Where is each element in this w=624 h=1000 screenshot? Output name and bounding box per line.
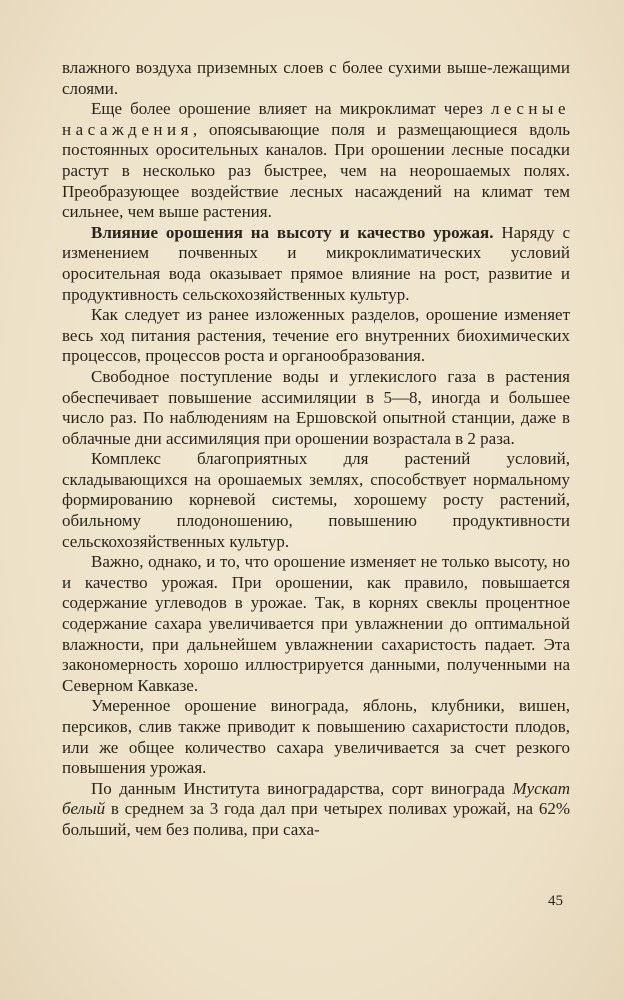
- paragraph-text: , опоясывающие поля и размещающиеся вдоль постоянных оросительных каналов. При орошении лесные посадки растут в несколько раз быстрее, чем на неорошаемых полях. Преобразующее воздействие лесных насаждений на климат тем сильнее, чем выше растения.: [62, 119, 570, 222]
- paragraph-text: Еще более орошение влияет на микроклимат через: [91, 99, 491, 119]
- section-heading: Влияние орошения на высоту и качество урожая.: [91, 222, 494, 242]
- paragraph-text: Как следует из ранее изложенных разделов, орошение изменяет весь ход питания растения, течение его внутренних биохимических процессов, процессов роста и органообразования.: [62, 305, 570, 366]
- paragraph-grape-institute: [62, 779, 570, 841]
- paragraph-continued: [62, 58, 570, 99]
- paragraph-text: По данным Института виноградарства, сорт винограда: [91, 778, 513, 798]
- paragraph-forest-belts: [62, 99, 570, 223]
- paragraph-text: Комплекс благоприятных для растений условий, складывающихся на орошаемых землях, способствует нормальному формированию корневой системы, хорошему росту растений, обильному плодоношению, повышению продуктивности сельскохозяйственных культур.: [62, 449, 570, 551]
- paragraph-text: Наряду с изменением почвенных и микроклиматических условий оросительная вода оказывает прямое влияние на рост, развитие и продуктивность сельскохозяйственных культур.: [62, 222, 570, 304]
- spaced-emphasis: лесные насаждения: [62, 99, 570, 139]
- paragraph-fruit-sugar: [62, 696, 570, 778]
- grape-variety-name: Мускат белый: [62, 778, 570, 819]
- paragraph-text: Умеренное орошение винограда, яблонь, клубники, вишен, персиков, слив также приводит к повышению сахаристости плодов, или же общее количество сахара увеличивается за счет резкого повышения урожая.: [62, 696, 570, 778]
- paragraph-text: в среднем за 3 года дал при четырех поливах урожай, на 62% больший, чем без полива, при саха-: [62, 799, 570, 839]
- paragraph-text: влажного воздуха приземных слоев с более сухими выше-лежащими слоями.: [62, 58, 570, 98]
- paragraph-favorable-conditions: [62, 449, 570, 552]
- paragraph-nutrition: [62, 305, 570, 367]
- paragraph-quality: [62, 552, 570, 696]
- paragraph-yield-influence: [62, 223, 570, 305]
- page-number: 45: [548, 893, 563, 909]
- paragraph-text: Свободное поступление воды и углекислого газа в растения обеспечивает повышение ассимиляции в 5—8, иногда и большее число раз. По наблюдениям на Ершовской опытной станции, даже в облачные дни ассимиляция при орошении возрастала в 2 раза.: [62, 366, 570, 448]
- page-text: [62, 58, 570, 841]
- paragraph-text: Важно, однако, и то, что орошение изменяет не только высоту, но и качество урожая. При орошении, как правило, повышается содержание углеводов в урожае. Так, в корнях свеклы процентное содержание сахара увеличивается при увлажнении до оптимальной влажности, при дальнейшем увлажнении сахаристость падает. Эта закономерность хорошо иллюстрируется данными, полученными на Северном Кавказе.: [62, 552, 570, 695]
- paragraph-assimilation: [62, 367, 570, 449]
